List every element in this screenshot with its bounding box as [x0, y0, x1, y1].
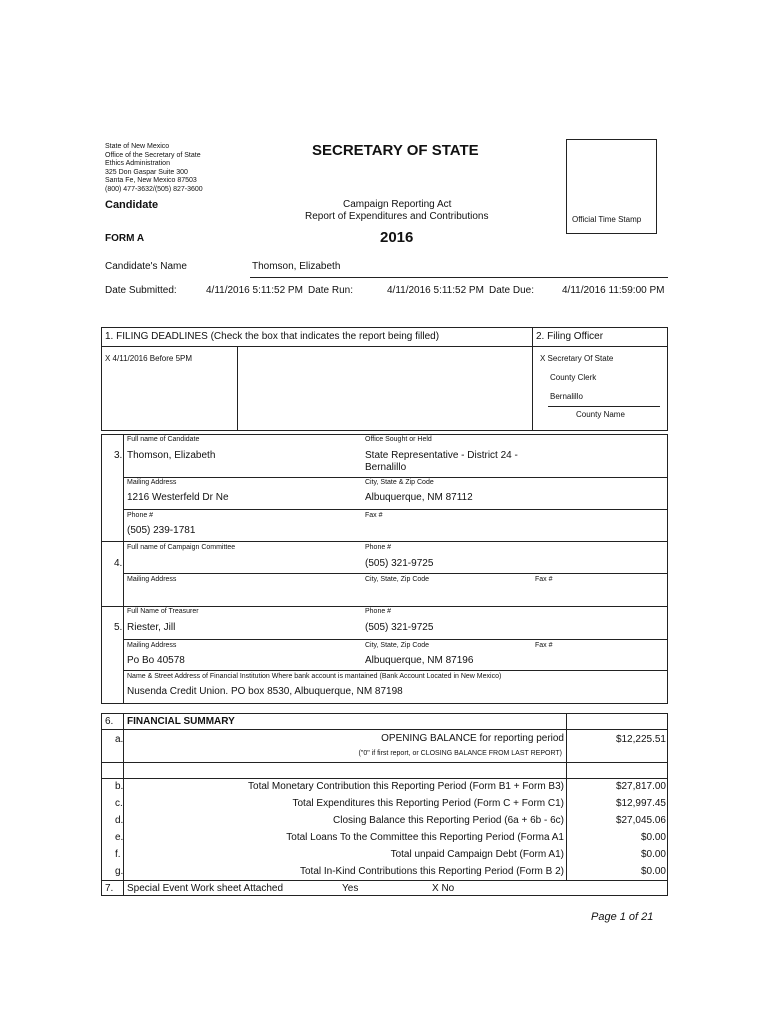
divider	[566, 713, 567, 881]
opening-balance-note: ("0" if first report, or CLOSING BALANCE FROM LAST REPORT)	[358, 750, 562, 757]
divider	[123, 477, 668, 478]
date-due-value: 4/11/2016 11:59:00 PM	[562, 285, 665, 296]
section-number: 5.	[114, 622, 123, 633]
row-value: $0.00	[640, 849, 666, 860]
office-value-line2: Bernalillo	[365, 462, 407, 473]
date-submitted-label: Date Submitted:	[105, 285, 177, 296]
agency-line: State of New Mexico	[105, 143, 170, 150]
row-letter: f.	[115, 849, 121, 860]
divider	[123, 670, 668, 671]
bank-value: Nusenda Credit Union. PO box 8530, Albuquerque, NM 87198	[127, 686, 403, 697]
row-label: Closing Balance this Reporting Period (6a + 6b - 6c)	[333, 815, 564, 826]
fax-label: Fax #	[365, 512, 383, 519]
fax-label: Fax #	[535, 576, 553, 583]
section-number: 4.	[114, 558, 123, 569]
row-label: Total Expenditures this Reporting Period (Form C + Form C1)	[292, 798, 564, 809]
candidate-name-value: Thomson, Elizabeth	[252, 261, 341, 272]
agency-line: 325 Don Gaspar Suite 300	[105, 169, 188, 176]
agency-line: (800) 477-3632/(505) 827-3600	[105, 186, 203, 193]
treasurer-label: Full Name of Treasurer	[127, 608, 199, 615]
divider	[532, 327, 533, 431]
row-letter: b.	[115, 781, 124, 792]
row-value: $12,997.45	[615, 798, 666, 809]
city-label: City, State, Zip Code	[365, 576, 430, 583]
divider	[250, 277, 668, 278]
date-submitted-value: 4/11/2016 5:11:52 PM	[206, 285, 303, 296]
section-number: 6.	[105, 716, 114, 727]
row-letter: c.	[115, 798, 123, 809]
phone-label: Phone #	[365, 544, 392, 551]
row-value: $0.00	[640, 832, 666, 843]
row-label: Total unpaid Campaign Debt (Form A1)	[390, 849, 564, 860]
row-value: $27,045.06	[615, 815, 666, 826]
full-name-label: Full name of Candidate	[127, 436, 200, 443]
special-event-no[interactable]: X No	[432, 883, 455, 894]
candidate-name-label: Candidate's Name	[105, 261, 187, 272]
row-letter: g.	[115, 866, 124, 877]
phone-value: (505) 239-1781	[127, 525, 196, 536]
row-label: Total Loans To the Committee this Reporting Period (Forma A1	[286, 832, 564, 843]
row-label: Total Monetary Contribution this Reporting Period (Form B1 + Form B3)	[248, 781, 564, 792]
agency-line: Office of the Secretary of State	[105, 152, 201, 159]
city-state-zip: Albuquerque, NM 87196	[365, 655, 474, 666]
filing-officer-sos[interactable]: X Secretary Of State	[540, 354, 614, 363]
special-event-yes[interactable]: Yes	[342, 883, 359, 894]
county-value: Bernalillo	[550, 392, 583, 401]
row-value: $0.00	[640, 866, 666, 877]
time-stamp-label: Official Time Stamp	[572, 215, 642, 224]
divider	[548, 406, 660, 407]
phone-value: (505) 321-9725	[365, 558, 434, 569]
candidate-full-name: Thomson, Elizabeth	[127, 450, 216, 461]
divider	[101, 880, 668, 881]
divider	[101, 606, 668, 607]
special-event-label: Special Event Work sheet Attached	[127, 883, 284, 894]
row-value: $27,817.00	[615, 781, 666, 792]
divider	[123, 573, 668, 574]
section-number: 3.	[114, 450, 123, 461]
filing-deadline-option[interactable]: X 4/11/2016 Before 5PM	[105, 354, 193, 363]
divider	[237, 346, 238, 431]
report-year: 2016	[380, 229, 414, 246]
mailing-label: Mailing Address	[127, 642, 177, 649]
fax-label: Fax #	[535, 642, 553, 649]
row-label: Total In-Kind Contributions this Reporting Period (Form B 2)	[299, 866, 564, 877]
date-run-value: 4/11/2016 5:11:52 PM	[387, 285, 484, 296]
divider	[101, 346, 668, 347]
form-label: FORM A	[105, 233, 145, 244]
city-state-zip: Albuquerque, NM 87112	[365, 492, 473, 503]
date-run-label: Date Run:	[308, 285, 354, 296]
time-stamp-box	[566, 139, 657, 234]
divider	[101, 729, 668, 730]
divider	[101, 762, 668, 763]
report-line: Report of Expenditures and Contributions	[305, 211, 489, 222]
office-label: Office Sought or Held	[365, 436, 432, 443]
date-due-label: Date Due:	[489, 285, 535, 296]
filing-deadlines-heading: 1. FILING DEADLINES (Check the box that indicates the report being filled)	[105, 331, 440, 342]
mailing-label: Mailing Address	[127, 576, 177, 583]
section-number: 7.	[105, 883, 114, 894]
candidate-heading: Candidate	[105, 199, 159, 211]
row-letter: a.	[115, 734, 124, 745]
filing-officer-county-clerk[interactable]: County Clerk	[550, 373, 597, 382]
office-value: State Representative - District 24 -	[365, 450, 518, 461]
phone-value: (505) 321-9725	[365, 622, 434, 633]
page-number: Page 1 of 21	[591, 911, 654, 923]
phone-label: Phone #	[127, 512, 154, 519]
agency-line: Ethics Administration	[105, 160, 170, 167]
mailing-address: Po Bo 40578	[127, 655, 185, 666]
county-name-label: County Name	[576, 410, 625, 419]
row-letter: d.	[115, 815, 124, 826]
page-title: SECRETARY OF STATE	[312, 142, 479, 159]
act-line: Campaign Reporting Act	[343, 199, 452, 210]
treasurer-name: Riester, Jill	[127, 622, 176, 633]
divider	[101, 778, 668, 779]
mailing-label: Mailing Address	[127, 479, 177, 486]
filing-officer-heading: 2. Filing Officer	[536, 331, 604, 342]
mailing-address: 1216 Westerfeld Dr Ne	[127, 492, 229, 503]
opening-balance-value: $12,225.51	[615, 734, 666, 745]
divider	[123, 509, 668, 510]
city-label: City, State & Zip Code	[365, 479, 434, 486]
divider	[123, 639, 668, 640]
opening-balance-label: OPENING BALANCE for reporting period	[381, 733, 564, 744]
committee-label: Full name of Campaign Committee	[127, 544, 236, 551]
bank-label: Name & Street Address of Financial Institution Where bank account is mantained (Bank Account Located in New Mexico)	[127, 673, 502, 680]
financial-summary-heading: FINANCIAL SUMMARY	[127, 716, 235, 727]
phone-label: Phone #	[365, 608, 392, 615]
agency-line: Santa Fe, New Mexico 87503	[105, 177, 197, 184]
row-letter: e.	[115, 832, 124, 843]
divider	[123, 434, 124, 704]
divider	[101, 541, 668, 542]
city-label: City, State, Zip Code	[365, 642, 430, 649]
